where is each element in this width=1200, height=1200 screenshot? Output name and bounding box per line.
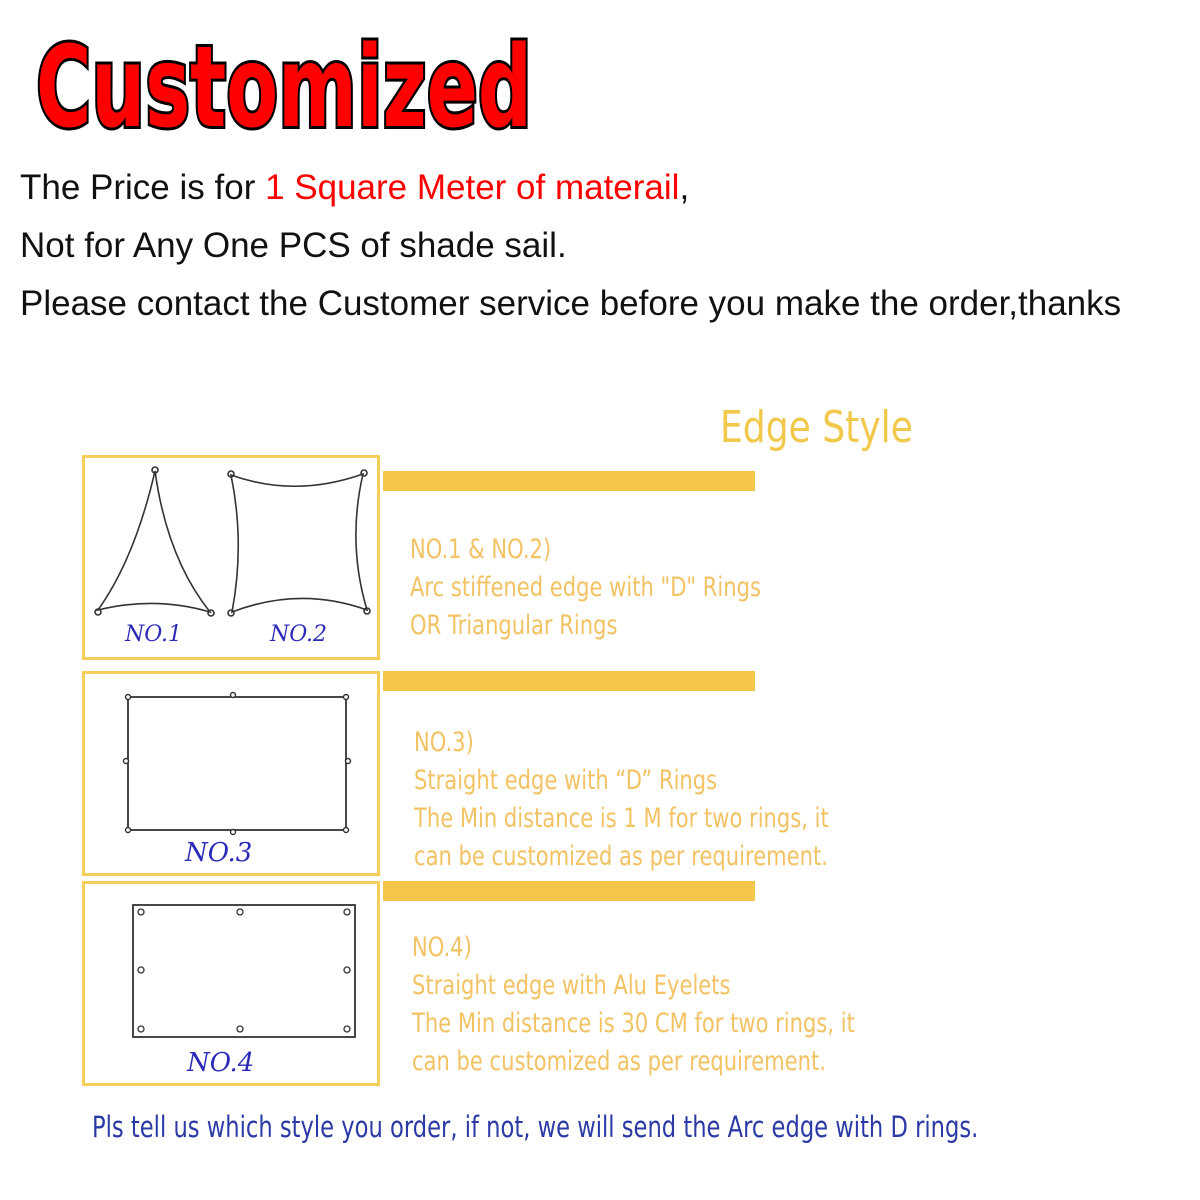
square-sail-icon (228, 470, 370, 616)
style-label-no3: NO.3 (185, 838, 253, 868)
edge-style-title: Edge Style (720, 402, 913, 453)
accent-bar (383, 881, 755, 901)
price-notice-highlight: 1 Square Meter of materail (265, 168, 680, 207)
eyelet-icon (138, 909, 350, 1032)
description-line: OR Triangular Rings (410, 610, 618, 641)
description-line: NO.1 & NO.2) (410, 534, 552, 565)
triangle-sail-icon (95, 467, 214, 616)
edge-style-panel-eyelets (82, 881, 380, 1086)
customized-headline (30, 23, 540, 153)
edge-style-panel-arc (82, 455, 380, 660)
d-ring-icon (124, 693, 351, 835)
style-description-eyelets (412, 929, 855, 1081)
description-line: The Min distance is 1 M for two rings, it (414, 803, 829, 834)
price-notice (20, 170, 689, 205)
description-line: The Min distance is 30 CM for two rings, it (412, 1008, 855, 1039)
rectangle-sail-icon (128, 697, 346, 830)
style-label-no2: NO.2 (270, 622, 327, 647)
style-label-no1: NO.1 (125, 622, 182, 647)
style-description-d-rings (414, 724, 829, 876)
style-description-arc (410, 531, 761, 645)
order-style-note: Pls tell us which style you order, if not, we will send the Arc edge with D rings. (92, 1110, 979, 1144)
description-line: can be customized as per requirement. (414, 841, 828, 872)
style-label-no4: NO.4 (187, 1048, 255, 1078)
description-line: can be customized as per requirement. (412, 1046, 826, 1077)
not-per-piece-notice: Not for Any One PCS of shade sail. (20, 226, 567, 265)
accent-bar (383, 671, 755, 691)
contact-service-notice: Please contact the Customer service before you make the order,thanks (20, 284, 1122, 323)
price-notice-suffix: , (679, 168, 690, 207)
description-line: NO.3) (414, 727, 474, 758)
description-line: NO.4) (412, 932, 472, 963)
description-line: Straight edge with “D” Rings (414, 765, 718, 796)
edge-style-panel-d-rings (82, 671, 380, 876)
description-line: Straight edge with Alu Eyelets (412, 970, 731, 1001)
headline-text: Customized (36, 23, 532, 153)
accent-bar (383, 471, 755, 491)
rectangle-sail-icon (133, 905, 355, 1037)
price-notice-prefix: The Price is for (20, 168, 266, 207)
description-line: Arc stiffened edge with "D" Rings (410, 572, 761, 603)
